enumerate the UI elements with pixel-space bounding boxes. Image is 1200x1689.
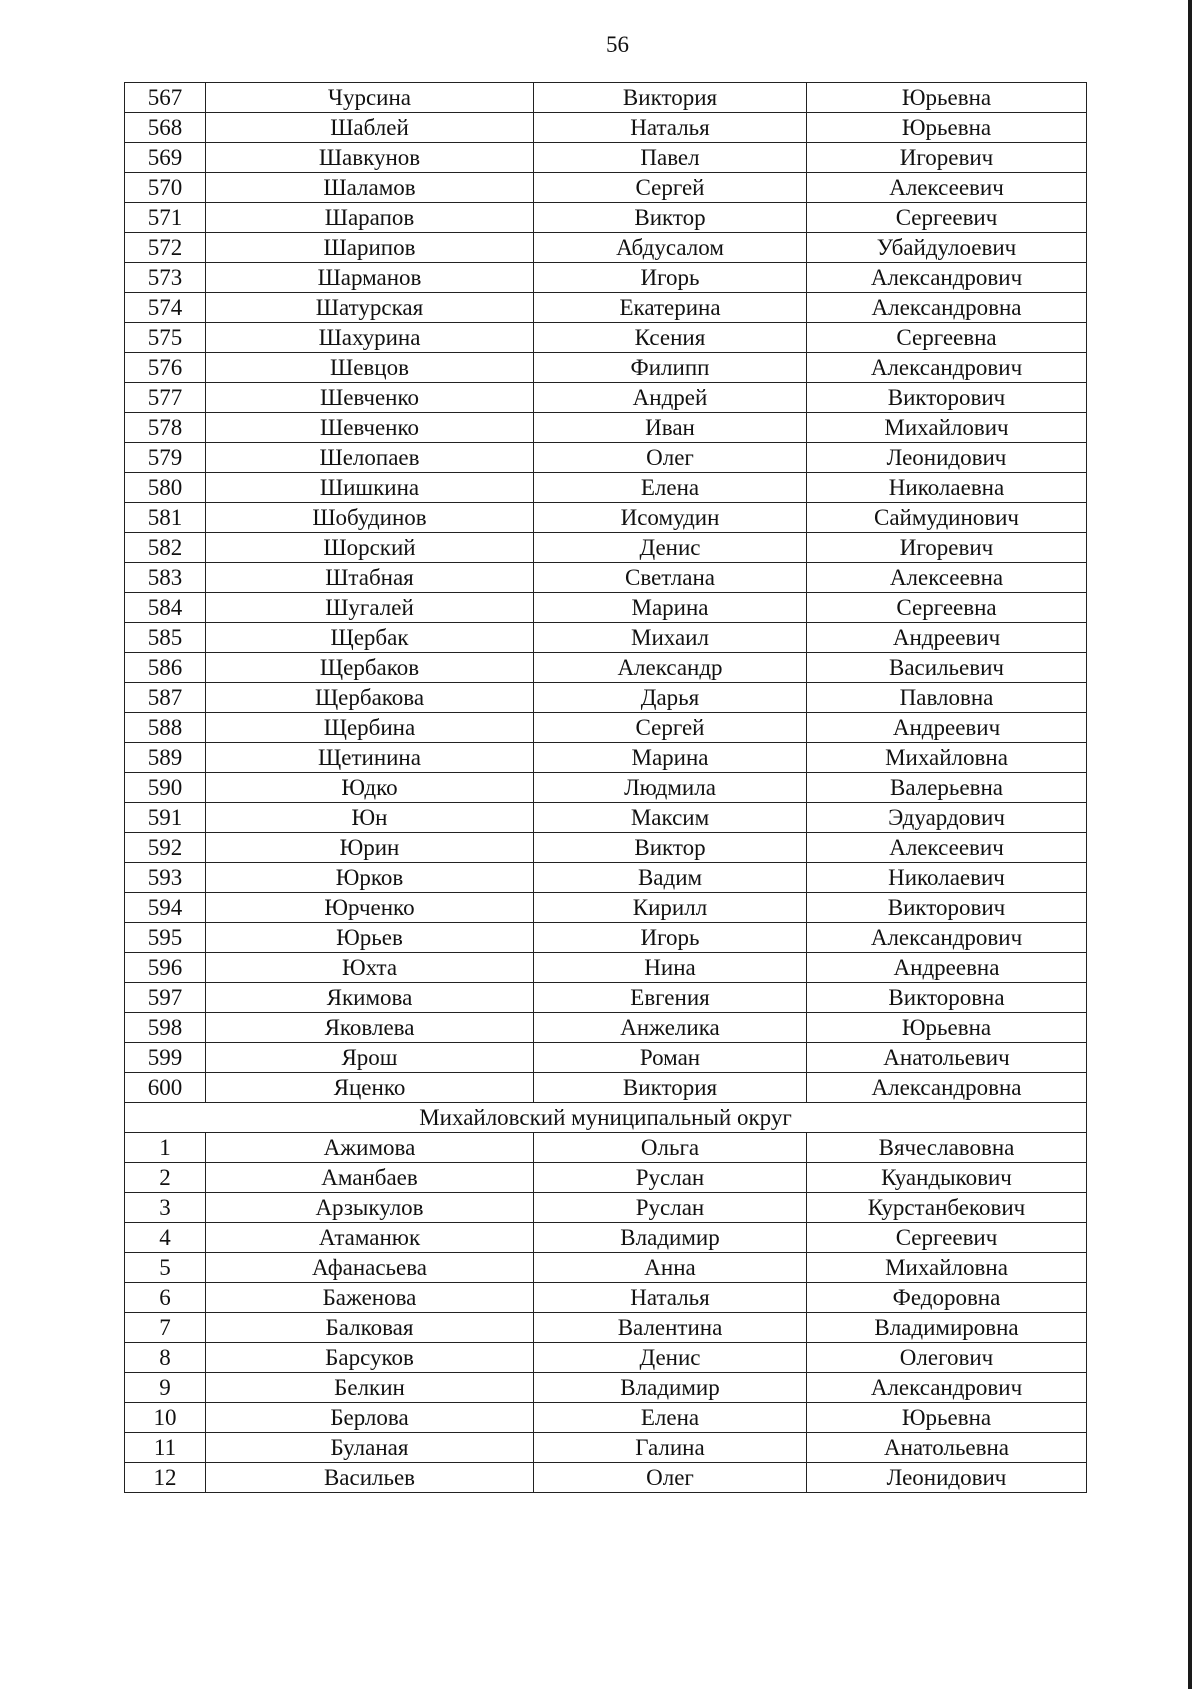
last-name-cell: Арзыкулов: [206, 1193, 534, 1223]
last-name-cell: Яковлева: [206, 1013, 534, 1043]
last-name-cell: Шугалей: [206, 593, 534, 623]
table-row: [125, 1223, 1087, 1253]
first-name-cell: Павел: [534, 143, 807, 173]
first-name-cell: Елена: [534, 473, 807, 503]
first-name-cell: Игорь: [534, 923, 807, 953]
row-number-cell: 567: [125, 83, 206, 113]
row-number-cell: 568: [125, 113, 206, 143]
row-number-cell: 596: [125, 953, 206, 983]
row-number-cell: 593: [125, 863, 206, 893]
row-number-cell: 590: [125, 773, 206, 803]
patronymic-cell: Николаевич: [807, 863, 1087, 893]
patronymic-cell: Леонидович: [807, 1463, 1087, 1493]
last-name-cell: Штабная: [206, 563, 534, 593]
last-name-cell: Шевченко: [206, 413, 534, 443]
scan-edge-line: [1188, 0, 1192, 1689]
first-name-cell: Иван: [534, 413, 807, 443]
row-number-cell: 598: [125, 1013, 206, 1043]
first-name-cell: Роман: [534, 1043, 807, 1073]
table-row: [125, 1403, 1087, 1433]
last-name-cell: Шарипов: [206, 233, 534, 263]
first-name-cell: Виктория: [534, 83, 807, 113]
page-number: 56: [606, 32, 629, 57]
last-name-cell: Юн: [206, 803, 534, 833]
table-row: [125, 1073, 1087, 1103]
last-name-cell: Шобудинов: [206, 503, 534, 533]
last-name-cell: Юрьев: [206, 923, 534, 953]
first-name-cell: Валентина: [534, 1313, 807, 1343]
table-row: [125, 983, 1087, 1013]
patronymic-cell: Викторович: [807, 893, 1087, 923]
last-name-cell: Шишкина: [206, 473, 534, 503]
row-number-cell: 5: [125, 1253, 206, 1283]
patronymic-cell: Валерьевна: [807, 773, 1087, 803]
row-number-cell: 586: [125, 653, 206, 683]
first-name-cell: Олег: [534, 443, 807, 473]
last-name-cell: Шаблей: [206, 113, 534, 143]
first-name-cell: Екатерина: [534, 293, 807, 323]
last-name-cell: Шаламов: [206, 173, 534, 203]
first-name-cell: Дарья: [534, 683, 807, 713]
row-number-cell: 11: [125, 1433, 206, 1463]
row-number-cell: 569: [125, 143, 206, 173]
last-name-cell: Баженова: [206, 1283, 534, 1313]
first-name-cell: Елена: [534, 1403, 807, 1433]
first-name-cell: Евгения: [534, 983, 807, 1013]
table-row: [125, 1253, 1087, 1283]
last-name-cell: Яценко: [206, 1073, 534, 1103]
last-name-cell: Чурсина: [206, 83, 534, 113]
row-number-cell: 588: [125, 713, 206, 743]
table-row: [125, 323, 1087, 353]
patronymic-cell: Викторовна: [807, 983, 1087, 1013]
last-name-cell: Якимова: [206, 983, 534, 1013]
first-name-cell: Владимир: [534, 1223, 807, 1253]
patronymic-cell: Леонидович: [807, 443, 1087, 473]
table-row: [125, 743, 1087, 773]
last-name-cell: Белкин: [206, 1373, 534, 1403]
patronymic-cell: Эдуардович: [807, 803, 1087, 833]
last-name-cell: Щербакова: [206, 683, 534, 713]
patronymic-cell: Александрович: [807, 353, 1087, 383]
row-number-cell: 571: [125, 203, 206, 233]
table-row: [125, 1013, 1087, 1043]
first-name-cell: Анжелика: [534, 1013, 807, 1043]
table-row: [125, 1133, 1087, 1163]
row-number-cell: 584: [125, 593, 206, 623]
last-name-cell: Шарманов: [206, 263, 534, 293]
patronymic-cell: Алексеевич: [807, 173, 1087, 203]
row-number-cell: 10: [125, 1403, 206, 1433]
last-name-cell: Атаманюк: [206, 1223, 534, 1253]
first-name-cell: Денис: [534, 1343, 807, 1373]
row-number-cell: 8: [125, 1343, 206, 1373]
table-row: [125, 923, 1087, 953]
patronymic-cell: Сергеевна: [807, 593, 1087, 623]
row-number-cell: 4: [125, 1223, 206, 1253]
patronymic-cell: Николаевна: [807, 473, 1087, 503]
patronymic-cell: Сергеевна: [807, 323, 1087, 353]
last-name-cell: Шарапов: [206, 203, 534, 233]
first-name-cell: Михаил: [534, 623, 807, 653]
table-row: [125, 1163, 1087, 1193]
last-name-cell: Щетинина: [206, 743, 534, 773]
last-name-cell: Юрков: [206, 863, 534, 893]
first-name-cell: Людмила: [534, 773, 807, 803]
table-row: [125, 953, 1087, 983]
row-number-cell: 9: [125, 1373, 206, 1403]
first-name-cell: Игорь: [534, 263, 807, 293]
first-name-cell: Виктория: [534, 1073, 807, 1103]
table-row: [125, 533, 1087, 563]
table-row: [125, 833, 1087, 863]
patronymic-cell: Анатольевич: [807, 1043, 1087, 1073]
last-name-cell: Афанасьева: [206, 1253, 534, 1283]
table-row: [125, 563, 1087, 593]
patronymic-cell: Анатольевна: [807, 1433, 1087, 1463]
patronymic-cell: Убайдулоевич: [807, 233, 1087, 263]
first-name-cell: Виктор: [534, 833, 807, 863]
first-name-cell: Руслан: [534, 1193, 807, 1223]
patronymic-cell: Викторович: [807, 383, 1087, 413]
first-name-cell: Анна: [534, 1253, 807, 1283]
row-number-cell: 2: [125, 1163, 206, 1193]
first-name-cell: Филипп: [534, 353, 807, 383]
patronymic-cell: Александрович: [807, 923, 1087, 953]
patronymic-cell: Павловна: [807, 683, 1087, 713]
patronymic-cell: Андреевич: [807, 623, 1087, 653]
last-name-cell: Шевцов: [206, 353, 534, 383]
patronymic-cell: Юрьевна: [807, 1403, 1087, 1433]
patronymic-cell: Игоревич: [807, 143, 1087, 173]
row-number-cell: 599: [125, 1043, 206, 1073]
patronymic-cell: Курстанбекович: [807, 1193, 1087, 1223]
first-name-cell: Ксения: [534, 323, 807, 353]
patronymic-cell: Куандыкович: [807, 1163, 1087, 1193]
first-name-cell: Светлана: [534, 563, 807, 593]
last-name-cell: Васильев: [206, 1463, 534, 1493]
patronymic-cell: Юрьевна: [807, 113, 1087, 143]
table-row: [125, 1373, 1087, 1403]
patronymic-cell: Алексеевич: [807, 833, 1087, 863]
row-number-cell: 570: [125, 173, 206, 203]
last-name-cell: Шатурская: [206, 293, 534, 323]
row-number-cell: 7: [125, 1313, 206, 1343]
patronymic-cell: Федоровна: [807, 1283, 1087, 1313]
row-number-cell: 581: [125, 503, 206, 533]
row-number-cell: 595: [125, 923, 206, 953]
first-name-cell: Абдусалом: [534, 233, 807, 263]
row-number-cell: 580: [125, 473, 206, 503]
last-name-cell: Ажимова: [206, 1133, 534, 1163]
row-number-cell: 3: [125, 1193, 206, 1223]
row-number-cell: 592: [125, 833, 206, 863]
table-row: [125, 203, 1087, 233]
table-row: [125, 503, 1087, 533]
last-name-cell: Шевченко: [206, 383, 534, 413]
first-name-cell: Максим: [534, 803, 807, 833]
last-name-cell: Шелопаев: [206, 443, 534, 473]
first-name-cell: Сергей: [534, 173, 807, 203]
table-row: [125, 1343, 1087, 1373]
row-number-cell: 585: [125, 623, 206, 653]
table-row: [125, 683, 1087, 713]
last-name-cell: Щербак: [206, 623, 534, 653]
patronymic-cell: Юрьевна: [807, 1013, 1087, 1043]
table-row: [125, 803, 1087, 833]
table-row: [125, 293, 1087, 323]
last-name-cell: Юхта: [206, 953, 534, 983]
row-number-cell: 572: [125, 233, 206, 263]
table-row: [125, 863, 1087, 893]
last-name-cell: Аманбаев: [206, 1163, 534, 1193]
row-number-cell: 597: [125, 983, 206, 1013]
roster-body: [125, 83, 1087, 1493]
row-number-cell: 12: [125, 1463, 206, 1493]
first-name-cell: Ольга: [534, 1133, 807, 1163]
table-row: [125, 1313, 1087, 1343]
first-name-cell: Олег: [534, 1463, 807, 1493]
table-row: [125, 893, 1087, 923]
table-row: [125, 173, 1087, 203]
patronymic-cell: Игоревич: [807, 533, 1087, 563]
last-name-cell: Барсуков: [206, 1343, 534, 1373]
table-row: [125, 353, 1087, 383]
row-number-cell: 589: [125, 743, 206, 773]
table-row: [125, 443, 1087, 473]
last-name-cell: Щербина: [206, 713, 534, 743]
row-number-cell: 575: [125, 323, 206, 353]
last-name-cell: Ярош: [206, 1043, 534, 1073]
row-number-cell: 600: [125, 1073, 206, 1103]
last-name-cell: Буланая: [206, 1433, 534, 1463]
table-row: [125, 1193, 1087, 1223]
first-name-cell: Вадим: [534, 863, 807, 893]
row-number-cell: 583: [125, 563, 206, 593]
table-row: [125, 593, 1087, 623]
patronymic-cell: Владимировна: [807, 1313, 1087, 1343]
table-row: [125, 473, 1087, 503]
row-number-cell: 591: [125, 803, 206, 833]
patronymic-cell: Михайловна: [807, 743, 1087, 773]
first-name-cell: Наталья: [534, 1283, 807, 1313]
row-number-cell: 574: [125, 293, 206, 323]
table-row: [125, 143, 1087, 173]
last-name-cell: Юрченко: [206, 893, 534, 923]
patronymic-cell: Васильевич: [807, 653, 1087, 683]
patronymic-cell: Александрович: [807, 263, 1087, 293]
table-row: [125, 83, 1087, 113]
table-row: [125, 263, 1087, 293]
patronymic-cell: Михайлович: [807, 413, 1087, 443]
table-row: [125, 653, 1087, 683]
section-row: [125, 1103, 1087, 1133]
patronymic-cell: Саймудинович: [807, 503, 1087, 533]
first-name-cell: Владимир: [534, 1373, 807, 1403]
roster-table: [124, 82, 1087, 1493]
patronymic-cell: Андреевна: [807, 953, 1087, 983]
row-number-cell: 6: [125, 1283, 206, 1313]
last-name-cell: Шахурина: [206, 323, 534, 353]
last-name-cell: Юрин: [206, 833, 534, 863]
patronymic-cell: Михайловна: [807, 1253, 1087, 1283]
last-name-cell: Шавкунов: [206, 143, 534, 173]
row-number-cell: 594: [125, 893, 206, 923]
patronymic-cell: Алексеевна: [807, 563, 1087, 593]
table-row: [125, 773, 1087, 803]
row-number-cell: 573: [125, 263, 206, 293]
last-name-cell: Щербаков: [206, 653, 534, 683]
patronymic-cell: Александровна: [807, 293, 1087, 323]
patronymic-cell: Олегович: [807, 1343, 1087, 1373]
first-name-cell: Марина: [534, 593, 807, 623]
first-name-cell: Виктор: [534, 203, 807, 233]
first-name-cell: Сергей: [534, 713, 807, 743]
first-name-cell: Марина: [534, 743, 807, 773]
table-row: [125, 1463, 1087, 1493]
patronymic-cell: Александрович: [807, 1373, 1087, 1403]
first-name-cell: Андрей: [534, 383, 807, 413]
row-number-cell: 578: [125, 413, 206, 443]
first-name-cell: Галина: [534, 1433, 807, 1463]
first-name-cell: Исомудин: [534, 503, 807, 533]
table-row: [125, 713, 1087, 743]
row-number-cell: 582: [125, 533, 206, 563]
last-name-cell: Балковая: [206, 1313, 534, 1343]
first-name-cell: Наталья: [534, 113, 807, 143]
table-row: [125, 413, 1087, 443]
patronymic-cell: Юрьевна: [807, 83, 1087, 113]
row-number-cell: 576: [125, 353, 206, 383]
first-name-cell: Нина: [534, 953, 807, 983]
row-number-cell: 587: [125, 683, 206, 713]
table-row: [125, 1283, 1087, 1313]
row-number-cell: 577: [125, 383, 206, 413]
patronymic-cell: Сергеевич: [807, 203, 1087, 233]
table-row: [125, 383, 1087, 413]
patronymic-cell: Андреевич: [807, 713, 1087, 743]
last-name-cell: Юдко: [206, 773, 534, 803]
patronymic-cell: Вячеславовна: [807, 1133, 1087, 1163]
patronymic-cell: Сергеевич: [807, 1223, 1087, 1253]
last-name-cell: Берлова: [206, 1403, 534, 1433]
row-number-cell: 1: [125, 1133, 206, 1163]
table-row: [125, 1433, 1087, 1463]
section-title: Михайловский муниципальный округ: [125, 1103, 1087, 1133]
first-name-cell: Александр: [534, 653, 807, 683]
table-row: [125, 1043, 1087, 1073]
first-name-cell: Денис: [534, 533, 807, 563]
table-row: [125, 233, 1087, 263]
last-name-cell: Шорский: [206, 533, 534, 563]
patronymic-cell: Александровна: [807, 1073, 1087, 1103]
first-name-cell: Кирилл: [534, 893, 807, 923]
table-row: [125, 113, 1087, 143]
table-row: [125, 623, 1087, 653]
first-name-cell: Руслан: [534, 1163, 807, 1193]
row-number-cell: 579: [125, 443, 206, 473]
